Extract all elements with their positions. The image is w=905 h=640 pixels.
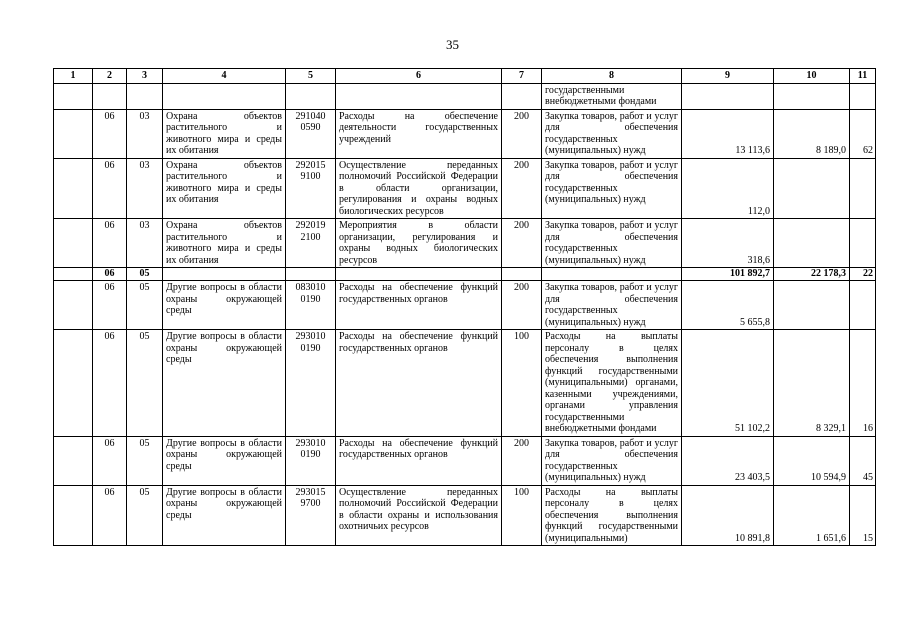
cell-amount-plan: 318,6 bbox=[682, 219, 774, 268]
subtotal-amount-actual: 22 178,3 bbox=[774, 268, 850, 281]
cell-expense-code: 100 bbox=[502, 485, 542, 546]
table-row bbox=[54, 485, 876, 546]
subtotal-percent: 22 bbox=[850, 268, 876, 281]
cell-section: 06 bbox=[93, 485, 127, 546]
cell-subsection: 05 bbox=[127, 330, 163, 437]
cell-percent: 15 bbox=[850, 485, 876, 546]
cell-amount-actual: 10 594,9 bbox=[774, 436, 850, 485]
cell-expense-code: 200 bbox=[502, 158, 542, 219]
cell-target-code: 293015 9700 bbox=[286, 485, 336, 546]
cell-expense-type: Закупка товаров, работ и услуг для обеспечения государственных (муниципальных) нужд bbox=[542, 436, 682, 485]
col-header-1: 1 bbox=[54, 69, 93, 84]
cell-expense-type: Закупка товаров, работ и услуг для обеспечения государственных (муниципальных) нужд bbox=[542, 281, 682, 330]
cell-expense-code: 200 bbox=[502, 109, 542, 158]
cell-percent: 62 bbox=[850, 109, 876, 158]
cell-section: 06 bbox=[93, 436, 127, 485]
cell-target-name: Расходы на обеспечение функций государственных органов bbox=[336, 436, 502, 485]
cell-amount-actual: 8 189,0 bbox=[774, 109, 850, 158]
col-header-8: 8 bbox=[542, 69, 682, 84]
cell-expense-type: Закупка товаров, работ и услуг для обеспечения государственных (муниципальных) нужд bbox=[542, 158, 682, 219]
cell-subsection: 05 bbox=[127, 281, 163, 330]
cell-amount-actual bbox=[774, 158, 850, 219]
cell-expense-code: 200 bbox=[502, 281, 542, 330]
col-header-10: 10 bbox=[774, 69, 850, 84]
cell-expense-code: 200 bbox=[502, 436, 542, 485]
cell-target-code: 291040 0590 bbox=[286, 109, 336, 158]
cell-expense-type: государственными внебюджетными фондами bbox=[542, 83, 682, 109]
cell-amount-actual: 8 329,1 bbox=[774, 330, 850, 437]
cell-amount-plan: 10 891,8 bbox=[682, 485, 774, 546]
table-row bbox=[54, 436, 876, 485]
col-header-2: 2 bbox=[93, 69, 127, 84]
col-header-11: 11 bbox=[850, 69, 876, 84]
cell-target-code: 292015 9100 bbox=[286, 158, 336, 219]
cell-subsection: 05 bbox=[127, 485, 163, 546]
cell-section: 06 bbox=[93, 109, 127, 158]
cell-percent bbox=[850, 219, 876, 268]
cell-expense-type: Расходы на выплаты персоналу в целях обеспечения выполнения функций государственными (муниципальными) bbox=[542, 485, 682, 546]
cell-target-name: Осуществление переданных полномочий Российской Федерации в области организации, регулирования и охраны водных биологических ресурсов bbox=[336, 158, 502, 219]
table-row bbox=[54, 219, 876, 268]
cell-target-code: 083010 0190 bbox=[286, 281, 336, 330]
cell-amount-plan: 51 102,2 bbox=[682, 330, 774, 437]
cell-expense-code: 100 bbox=[502, 330, 542, 437]
table-row bbox=[54, 330, 876, 437]
cell-section: 06 bbox=[93, 219, 127, 268]
cell-target-code: 293010 0190 bbox=[286, 436, 336, 485]
cell-percent: 16 bbox=[850, 330, 876, 437]
budget-table bbox=[53, 68, 876, 546]
cell-subsection: 03 bbox=[127, 219, 163, 268]
table-row bbox=[54, 158, 876, 219]
subtotal-section: 06 bbox=[93, 268, 127, 281]
cell-amount-actual bbox=[774, 219, 850, 268]
cell-percent bbox=[850, 158, 876, 219]
subtotal-subsection: 05 bbox=[127, 268, 163, 281]
cell-target-name: Осуществление переданных полномочий Российской Федерации в области охраны и использования охотничьих ресурсов bbox=[336, 485, 502, 546]
cell-expense-type: Расходы на выплаты персоналу в целях обеспечения выполнения функций государственными (муниципальными) органами, казенными учреждениями, органами управления государственными внебюджетными фондами bbox=[542, 330, 682, 437]
cell-expense-code: 200 bbox=[502, 219, 542, 268]
cell-amount-plan: 13 113,6 bbox=[682, 109, 774, 158]
cell-section-name: Другие вопросы в области охраны окружающей среды bbox=[163, 485, 286, 546]
col-header-9: 9 bbox=[682, 69, 774, 84]
cell-section: 06 bbox=[93, 330, 127, 437]
col-header-3: 3 bbox=[127, 69, 163, 84]
cell-expense-type: Закупка товаров, работ и услуг для обеспечения государственных (муниципальных) нужд bbox=[542, 109, 682, 158]
col-header-4: 4 bbox=[163, 69, 286, 84]
cell-section-name: Другие вопросы в области охраны окружающей среды bbox=[163, 281, 286, 330]
cell-section: 06 bbox=[93, 281, 127, 330]
cell-section-name: Охрана объектов растительного и животного мира и среды их обитания bbox=[163, 109, 286, 158]
subtotal-amount-plan: 101 892,7 bbox=[682, 268, 774, 281]
subtotal-row bbox=[54, 268, 876, 281]
cell-target-name: Расходы на обеспечение функций государственных органов bbox=[336, 281, 502, 330]
col-header-6: 6 bbox=[336, 69, 502, 84]
cell-target-name: Расходы на обеспечение функций государственных органов bbox=[336, 330, 502, 437]
cell-target-name: Расходы на обеспечение деятельности государственных учреждений bbox=[336, 109, 502, 158]
cell-percent bbox=[850, 281, 876, 330]
table-row-continued bbox=[54, 83, 876, 109]
cell-subsection: 05 bbox=[127, 436, 163, 485]
col-header-5: 5 bbox=[286, 69, 336, 84]
cell-target-code: 293010 0190 bbox=[286, 330, 336, 437]
cell-subsection: 03 bbox=[127, 109, 163, 158]
cell-section-name: Охрана объектов растительного и животного мира и среды их обитания bbox=[163, 158, 286, 219]
page-number: 35 bbox=[446, 37, 459, 52]
cell-amount-actual bbox=[774, 281, 850, 330]
cell-section-name: Другие вопросы в области охраны окружающей среды bbox=[163, 330, 286, 437]
cell-subsection: 03 bbox=[127, 158, 163, 219]
header-row bbox=[54, 69, 876, 84]
cell-section: 06 bbox=[93, 158, 127, 219]
cell-section-name: Охрана объектов растительного и животного мира и среды их обитания bbox=[163, 219, 286, 268]
cell-target-name: Мероприятия в области организации, регулирования и охраны водных биологических ресурсов bbox=[336, 219, 502, 268]
cell-target-code: 292019 2100 bbox=[286, 219, 336, 268]
table-row bbox=[54, 109, 876, 158]
cell-amount-plan: 112,0 bbox=[682, 158, 774, 219]
cell-percent: 45 bbox=[850, 436, 876, 485]
cell-amount-plan: 5 655,8 bbox=[682, 281, 774, 330]
cell-amount-plan: 23 403,5 bbox=[682, 436, 774, 485]
cell-expense-type: Закупка товаров, работ и услуг для обеспечения государственных (муниципальных) нужд bbox=[542, 219, 682, 268]
col-header-7: 7 bbox=[502, 69, 542, 84]
cell-section-name: Другие вопросы в области охраны окружающей среды bbox=[163, 436, 286, 485]
table-row bbox=[54, 281, 876, 330]
cell-amount-actual: 1 651,6 bbox=[774, 485, 850, 546]
